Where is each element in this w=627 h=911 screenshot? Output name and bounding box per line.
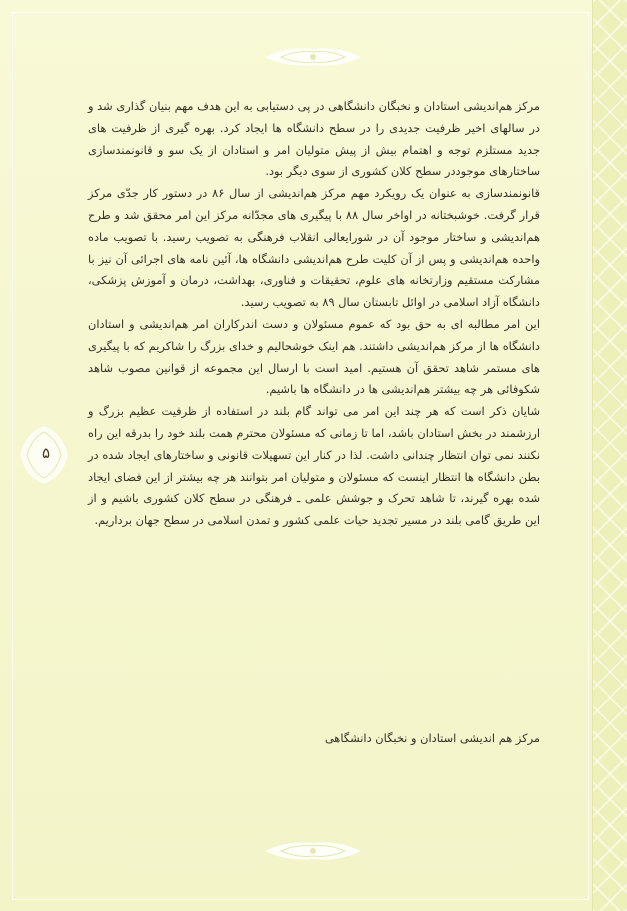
paragraph-4: شایان ذکر است که هر چند این امر می تواند گام بلند در استفاده از ظرفیت عظیم بزرگ و ارزشمند در بخش استادان باشد، اما تا زمانی که مسئولان محترم همت بلند خود را بدرقه این راه نکنند نمی توان انتظار چندانی داشت. لذا در کنار این تسهیلات قانونی و ساختارهای ایجاد شده در بطن دانشگاه ها انتظار اینست که مسئولان و متولیان امر بتوانند هر چه بیشتر از این فضای ایجاد شده بهره گیرند، تا شاهد تحرک و جوشش علمی ـ فرهنگی در سطح کلان کشوری باشیم و از این طریق گامی بلند در مسیر تجدید حیات علمی کشور و تمدن اسلامی در سطح جهان برداریم.	[88, 404, 540, 528]
bottom-ornament-icon	[263, 838, 363, 864]
paragraph-2: قانونمندسازی به عنوان یک رویکرد مهم مرکز هم‌اندیشی از سال ۸۶ در دستور کار جدّی مرکز قرار گرفت. خوشبختانه در اواخر سال ۸۸ با پیگیری های مجدّانه مرکز این امر محقق شد و طرح هم‌اندیشی و ساختار موجود آن در شورایعالی انقلاب فرهنگی به تصویب رسید. با تصویب ماده واحده هم‌اندیشی و پس از آن کلیت طرح هم‌اندیشی دانشگاه ها، آئین نامه های اجرائی آن نیز با مشارکت مستقیم وزارتخانه های علوم، تحقیقات و فناوری، بهداشت، درمان و آموزش پزشکی، دانشگاه آزاد اسلامی در اوائل تابستان سال ۸۹ به تصویب رسید.	[88, 186, 540, 310]
paragraph-3: این امر مطالبه ای به حق بود که عموم مسئولان و دست اندرکاران امر هم‌اندیشی و استادان دانشگاه ها از مرکز هم‌اندیشی داشتند. هم اینک خوشحالیم و خدای بزرگ را شاکریم که با پیگیری های مستمر شاهد تحقق آن هستیم. امید است با ارسال این مجموعه از قوانین مصوب شاهد شکوفائی هر چه بیشتر هم‌اندیشی ها در دانشگاه ها باشیم.	[88, 316, 540, 397]
top-ornament-icon	[263, 44, 363, 70]
paragraph-1: مرکز هم‌اندیشی استادان و نخبگان دانشگاهی در پی دستیابی به این هدف مهم بنیان گذاری شد و در سالهای اخیر ظرفیت جدیدی را در سطح دانشگاه ها ایجاد کرد. بهره گیری از ظرفیت های جدید مستلزم توجه و اهتمام بیش از پیش متولیان امر و استادان از یک سو و قانونمندسازی ساختارهای موجوددر سطح کلان کشوری از سوی دیگر بود.	[88, 99, 540, 179]
decorative-border-pattern	[592, 0, 627, 911]
page-number: ۵	[41, 444, 51, 462]
body-text	[88, 96, 540, 532]
signature-line: مرکز هم اندیشی استادان و نخبگان دانشگاهی	[324, 731, 540, 745]
